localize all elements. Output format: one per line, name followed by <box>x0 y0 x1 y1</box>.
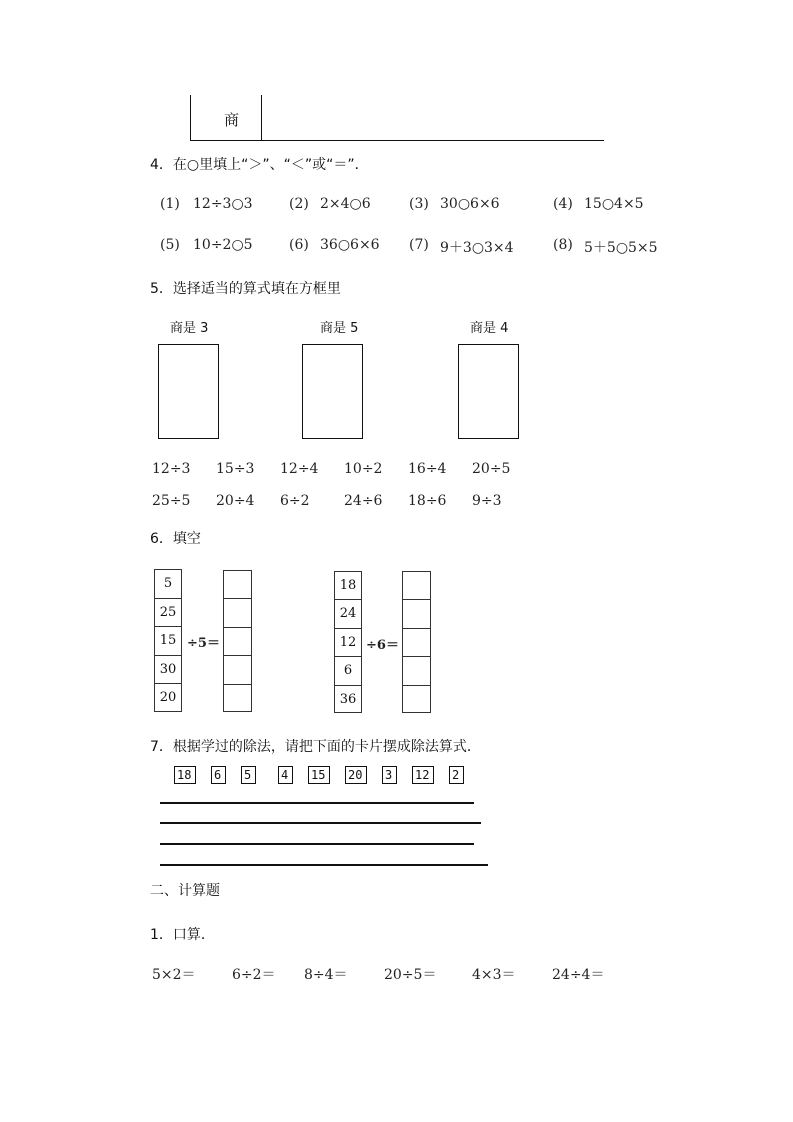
table-row-label: 商 <box>224 111 240 129</box>
mental-math-item: 8÷4＝ <box>304 967 348 983</box>
q4-num: (3) <box>409 196 429 212</box>
divide-by-6-operator: ÷6＝ <box>366 638 399 653</box>
quotient-column <box>402 571 431 713</box>
dividend-cell: 30 <box>155 656 181 685</box>
expression: 20÷5 <box>472 461 511 477</box>
section-2-title: 二、计算题 <box>150 883 220 899</box>
expression: 18÷6 <box>408 493 447 509</box>
q4-num: (8) <box>553 237 573 253</box>
mental-math-item: 6÷2＝ <box>232 967 276 983</box>
q5-title: 5．选择适当的算式填在方框里 <box>150 281 341 297</box>
dividend-column <box>334 571 362 713</box>
number-card[interactable]: 12 <box>412 766 434 784</box>
expression: 16÷4 <box>408 461 447 477</box>
q4-num: (7) <box>409 237 429 253</box>
quotient-column <box>223 570 252 712</box>
answer-box-quotient-3[interactable] <box>158 344 219 439</box>
quotient-input-cell[interactable] <box>224 656 251 684</box>
mental-math-item: 5×2＝ <box>152 967 196 983</box>
quotient-input-cell[interactable] <box>224 571 251 599</box>
q4-expr: 12÷3○3 <box>193 196 253 212</box>
q4-expr: 36○6×6 <box>320 237 380 253</box>
quotient-input-cell[interactable] <box>403 686 430 714</box>
expression: 10÷2 <box>344 461 383 477</box>
mental-math-item: 20÷5＝ <box>384 967 437 983</box>
number-card[interactable]: 15 <box>308 766 330 784</box>
table-divider <box>261 95 262 141</box>
expression: 25÷5 <box>152 493 191 509</box>
dividend-cell: 5 <box>155 570 181 599</box>
q4-expr: 5＋5○5×5 <box>584 240 658 256</box>
quotient-input-cell[interactable] <box>403 629 430 657</box>
number-card[interactable]: 3 <box>382 766 397 784</box>
dividend-column <box>154 569 182 712</box>
q7-title: 7．根据学过的除法，请把下面的卡片摆成除法算式． <box>150 739 481 755</box>
section-2-q1-title: 1．口算． <box>150 927 215 943</box>
answer-box-label: 商是 3 <box>170 321 209 336</box>
q4-num: (2) <box>289 196 309 212</box>
q4-expr: 30○6×6 <box>440 196 500 212</box>
answer-line[interactable] <box>160 864 488 866</box>
quotient-input-cell[interactable] <box>224 599 251 627</box>
dividend-cell: 24 <box>335 600 361 628</box>
answer-line[interactable] <box>160 843 474 845</box>
table-bottom-border <box>190 140 604 141</box>
divide-by-5-operator: ÷5＝ <box>187 636 220 651</box>
quotient-input-cell[interactable] <box>403 657 430 685</box>
answer-box-label: 商是 5 <box>320 321 359 336</box>
expression: 12÷3 <box>152 461 191 477</box>
q4-expr: 10÷2○5 <box>193 237 253 253</box>
dividend-cell: 20 <box>159 690 177 706</box>
q4-num: (4) <box>553 196 573 212</box>
q4-num: (1) <box>160 196 180 212</box>
number-card[interactable]: 4 <box>278 766 293 784</box>
table-left-border <box>190 95 191 141</box>
q4-expr: 15○4×5 <box>584 196 644 212</box>
q4-expr: 9＋3○3×4 <box>440 240 514 256</box>
quotient-input-cell[interactable] <box>403 600 430 628</box>
q6-title: 6．填空 <box>150 531 201 547</box>
number-card[interactable]: 6 <box>211 766 226 784</box>
dividend-cell: 12 <box>335 629 361 657</box>
mental-math-item: 24÷4＝ <box>552 967 605 983</box>
answer-box-quotient-5[interactable] <box>302 344 363 439</box>
dividend-cell: 25 <box>155 599 181 628</box>
number-card[interactable]: 18 <box>174 766 196 784</box>
number-card[interactable]: 20 <box>345 766 367 784</box>
number-card[interactable]: 2 <box>449 766 464 784</box>
quotient-input-cell[interactable] <box>403 572 430 600</box>
q4-expr: 2×4○6 <box>320 196 371 212</box>
dividend-cell: 6 <box>335 657 361 685</box>
quotient-input-cell[interactable] <box>224 628 251 656</box>
expression: 20÷4 <box>216 493 255 509</box>
expression: 6÷2 <box>280 493 310 509</box>
expression: 9÷3 <box>472 493 502 509</box>
answer-line[interactable] <box>160 802 474 804</box>
expression: 24÷6 <box>344 493 383 509</box>
expression: 12÷4 <box>280 461 319 477</box>
q4-num: (5) <box>160 237 180 253</box>
dividend-cell: 36 <box>339 691 357 707</box>
q4-num: (6) <box>289 237 309 253</box>
answer-box-quotient-4[interactable] <box>458 344 519 439</box>
answer-box-label: 商是 4 <box>470 321 509 336</box>
quotient-input-cell[interactable] <box>224 685 251 713</box>
q4-title: 4．在○里填上“＞”、“＜”或“＝”． <box>150 157 369 173</box>
expression: 15÷3 <box>216 461 255 477</box>
answer-line[interactable] <box>160 822 481 824</box>
number-card[interactable]: 5 <box>241 766 256 784</box>
mental-math-item: 4×3＝ <box>472 967 516 983</box>
dividend-cell: 18 <box>335 572 361 600</box>
dividend-cell: 15 <box>155 627 181 656</box>
